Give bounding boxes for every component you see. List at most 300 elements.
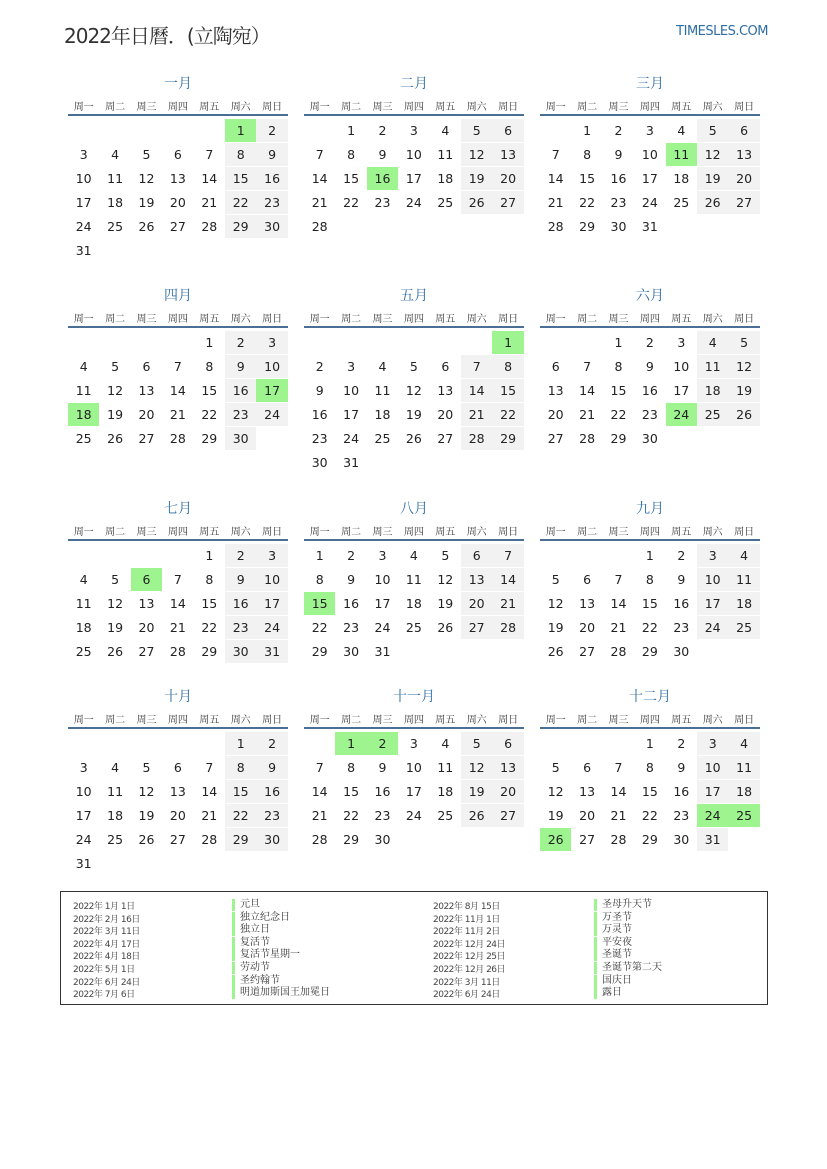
day-cell: 20 <box>492 167 523 190</box>
day-cell: 20 <box>728 167 759 190</box>
day-cell: 12 <box>107 596 124 611</box>
day-cell: 5 <box>728 331 759 354</box>
day-cell: 18 <box>728 780 759 803</box>
day-cell: 6 <box>173 760 182 775</box>
day-cell: 26 <box>138 219 155 234</box>
holiday-name: 圣诞节第二天 <box>594 962 662 974</box>
holiday-date: 2022年 7月 6日 <box>73 990 135 1001</box>
day-cell: 27 <box>437 431 454 446</box>
holiday-date: 2022年 3月 11日 <box>73 927 140 938</box>
day-cell: 4 <box>409 548 418 563</box>
day-cell: 27 <box>547 431 564 446</box>
day-cell: 17 <box>697 592 728 615</box>
day-cell: 22 <box>641 808 658 823</box>
weekday-header: 周二 <box>341 527 362 538</box>
day-cell: 25 <box>107 219 124 234</box>
weekday-header: 周一 <box>309 314 330 325</box>
day-cell: 19 <box>138 808 155 823</box>
weekday-header: 周六 <box>702 527 723 538</box>
weekday-header: 周三 <box>372 314 393 325</box>
day-cell: 1 <box>205 548 214 563</box>
weekday-header: 周五 <box>671 715 692 726</box>
day-cell: 1 <box>225 732 256 755</box>
day-cell: 7 <box>173 359 182 374</box>
weekday-header: 周日 <box>262 102 283 113</box>
day-cell: 23 <box>673 620 690 635</box>
day-cell: 27 <box>169 832 186 847</box>
day-cell: 27 <box>461 616 492 639</box>
day-cell: 10 <box>75 784 92 799</box>
holiday-day-cell: 15 <box>304 592 335 615</box>
day-cell: 5 <box>551 572 560 587</box>
header-rule <box>68 326 288 328</box>
day-cell: 20 <box>547 407 564 422</box>
holiday-date: 2022年 4月 17日 <box>73 939 140 950</box>
day-cell: 29 <box>225 828 256 851</box>
header-rule <box>304 326 524 328</box>
day-cell: 9 <box>614 147 623 162</box>
day-cell: 10 <box>405 760 422 775</box>
month-name: 九月 <box>636 501 664 517</box>
day-cell: 29 <box>579 219 596 234</box>
day-cell: 29 <box>343 832 360 847</box>
day-cell: 7 <box>315 147 324 162</box>
day-cell: 11 <box>728 756 759 779</box>
day-cell: 29 <box>201 644 218 659</box>
day-cell: 25 <box>405 620 422 635</box>
weekday-header: 周五 <box>671 527 692 538</box>
day-cell: 31 <box>641 219 658 234</box>
holiday-name: 复活节星期一 <box>232 949 300 961</box>
day-cell: 20 <box>138 407 155 422</box>
day-cell: 21 <box>610 808 627 823</box>
day-cell: 24 <box>641 195 658 210</box>
day-cell: 9 <box>677 572 686 587</box>
weekday-header: 周六 <box>466 527 487 538</box>
day-cell: 3 <box>697 732 728 755</box>
day-cell: 21 <box>461 403 492 426</box>
weekday-header: 周三 <box>136 314 157 325</box>
day-cell: 30 <box>673 644 690 659</box>
day-cell: 30 <box>225 427 256 450</box>
header-rule <box>304 114 524 116</box>
holiday-day-cell: 1 <box>225 119 256 142</box>
day-cell: 13 <box>492 756 523 779</box>
day-cell: 24 <box>405 195 422 210</box>
day-cell: 11 <box>437 760 454 775</box>
day-cell: 11 <box>437 147 454 162</box>
day-cell: 11 <box>697 355 728 378</box>
holiday-date: 2022年 5月 1日 <box>73 965 135 975</box>
day-cell: 1 <box>583 123 592 138</box>
day-cell: 23 <box>311 431 328 446</box>
holiday-date: 2022年 12月 24日 <box>433 939 506 950</box>
month-name: 三月 <box>636 76 664 92</box>
holiday-day-cell: 25 <box>728 804 759 827</box>
day-cell: 2 <box>347 548 356 563</box>
holiday-legend <box>60 891 768 1005</box>
weekday-header: 周一 <box>73 102 94 113</box>
month-name: 一月 <box>164 76 192 92</box>
day-cell: 2 <box>378 123 387 138</box>
day-cell: 17 <box>256 592 287 615</box>
weekday-header: 周二 <box>105 715 126 726</box>
day-cell: 11 <box>405 572 422 587</box>
weekday-header: 周日 <box>262 314 283 325</box>
day-cell: 21 <box>169 407 186 422</box>
day-cell: 30 <box>374 832 391 847</box>
weekday-header: 周四 <box>639 527 660 538</box>
day-cell: 20 <box>579 620 596 635</box>
day-cell: 29 <box>641 832 658 847</box>
day-cell: 3 <box>256 331 287 354</box>
day-cell: 31 <box>697 828 728 851</box>
day-cell: 25 <box>374 431 391 446</box>
holiday-date: 2022年 1月 1日 <box>73 902 135 912</box>
day-cell: 21 <box>311 195 328 210</box>
day-cell: 23 <box>343 620 360 635</box>
weekday-header: 周五 <box>435 314 456 325</box>
header-rule <box>540 114 760 116</box>
weekday-header: 周五 <box>199 715 220 726</box>
day-cell: 15 <box>492 379 523 402</box>
day-cell: 7 <box>583 359 592 374</box>
weekday-header: 周日 <box>498 314 519 325</box>
weekday-header: 周四 <box>167 314 188 325</box>
day-cell: 22 <box>343 195 360 210</box>
day-cell: 28 <box>169 644 186 659</box>
day-cell: 22 <box>579 195 596 210</box>
day-cell: 23 <box>673 808 690 823</box>
day-cell: 24 <box>343 431 360 446</box>
day-cell: 20 <box>461 592 492 615</box>
day-cell: 18 <box>405 596 422 611</box>
month-name: 十一月 <box>393 689 435 705</box>
day-cell: 13 <box>138 596 155 611</box>
weekday-header: 周四 <box>167 715 188 726</box>
day-cell: 21 <box>201 808 218 823</box>
day-cell: 6 <box>583 760 592 775</box>
day-cell: 22 <box>201 407 218 422</box>
day-cell: 13 <box>547 383 564 398</box>
day-cell: 15 <box>641 784 658 799</box>
holiday-day-cell: 6 <box>131 568 162 591</box>
day-cell: 29 <box>641 644 658 659</box>
holiday-date: 2022年 8月 15日 <box>433 902 500 912</box>
day-cell: 1 <box>205 335 214 350</box>
day-cell: 17 <box>697 780 728 803</box>
day-cell: 4 <box>111 147 120 162</box>
day-cell: 30 <box>256 215 287 238</box>
day-cell: 19 <box>461 167 492 190</box>
holiday-date: 2022年 2月 16日 <box>73 914 140 925</box>
day-cell: 3 <box>409 736 418 751</box>
month-name: 八月 <box>400 501 428 517</box>
day-cell: 10 <box>256 568 287 591</box>
day-cell: 12 <box>461 756 492 779</box>
holiday-date: 2022年 6月 24日 <box>73 977 140 988</box>
day-cell: 21 <box>610 620 627 635</box>
day-cell: 8 <box>225 143 256 166</box>
day-cell: 29 <box>225 215 256 238</box>
day-cell: 8 <box>645 760 654 775</box>
day-cell: 18 <box>697 379 728 402</box>
day-cell: 20 <box>579 808 596 823</box>
weekday-header: 周五 <box>199 314 220 325</box>
holiday-date: 2022年 11月 2日 <box>433 927 500 938</box>
day-cell: 12 <box>547 596 564 611</box>
day-cell: 28 <box>201 832 218 847</box>
day-cell: 28 <box>461 427 492 450</box>
day-cell: 6 <box>728 119 759 142</box>
day-cell: 20 <box>138 620 155 635</box>
day-cell: 19 <box>697 167 728 190</box>
day-cell: 25 <box>75 644 92 659</box>
day-cell: 20 <box>437 407 454 422</box>
day-cell: 25 <box>107 832 124 847</box>
day-cell: 17 <box>75 195 92 210</box>
weekday-header: 周日 <box>262 527 283 538</box>
day-cell: 4 <box>111 760 120 775</box>
day-cell: 2 <box>256 119 287 142</box>
day-cell: 24 <box>697 616 728 639</box>
day-cell: 14 <box>579 383 596 398</box>
day-cell: 19 <box>461 780 492 803</box>
day-cell: 14 <box>201 784 218 799</box>
day-cell: 21 <box>169 620 186 635</box>
day-cell: 25 <box>437 195 454 210</box>
day-cell: 13 <box>492 143 523 166</box>
holiday-name: 圣约翰节 <box>232 975 280 987</box>
day-cell: 9 <box>225 568 256 591</box>
weekday-header: 周一 <box>309 715 330 726</box>
holiday-date: 2022年 11月 1日 <box>433 914 500 925</box>
header-rule <box>540 539 760 541</box>
month-name: 十二月 <box>629 689 671 705</box>
day-cell: 13 <box>579 784 596 799</box>
day-cell: 13 <box>437 383 454 398</box>
month-name: 十月 <box>164 689 192 705</box>
weekday-header: 周一 <box>545 527 566 538</box>
day-cell: 16 <box>673 596 690 611</box>
day-cell: 25 <box>437 808 454 823</box>
day-cell: 16 <box>311 407 328 422</box>
holiday-name: 国庆日 <box>594 975 632 987</box>
weekday-header: 周三 <box>372 715 393 726</box>
day-cell: 8 <box>205 359 214 374</box>
day-cell: 24 <box>256 403 287 426</box>
weekday-header: 周六 <box>466 314 487 325</box>
day-cell: 4 <box>677 123 686 138</box>
day-cell: 14 <box>547 171 564 186</box>
day-cell: 26 <box>107 431 124 446</box>
month-name: 二月 <box>400 76 428 92</box>
day-cell: 16 <box>374 784 391 799</box>
holiday-day-cell: 24 <box>697 804 728 827</box>
weekday-header: 周五 <box>199 102 220 113</box>
day-cell: 23 <box>641 407 658 422</box>
day-cell: 31 <box>374 644 391 659</box>
weekday-header: 周六 <box>230 715 251 726</box>
day-cell: 26 <box>405 431 422 446</box>
day-cell: 7 <box>551 147 560 162</box>
day-cell: 23 <box>610 195 627 210</box>
holiday-day-cell: 18 <box>68 403 99 426</box>
day-cell: 16 <box>673 784 690 799</box>
day-cell: 18 <box>75 620 92 635</box>
weekday-header: 周六 <box>230 314 251 325</box>
day-cell: 31 <box>75 243 92 258</box>
weekday-header: 周三 <box>608 102 629 113</box>
day-cell: 13 <box>169 784 186 799</box>
holiday-date: 2022年 4月 18日 <box>73 952 140 963</box>
weekday-header: 周四 <box>403 314 424 325</box>
day-cell: 5 <box>461 119 492 142</box>
header-rule <box>540 727 760 729</box>
day-cell: 24 <box>75 219 92 234</box>
day-cell: 10 <box>256 355 287 378</box>
day-cell: 27 <box>579 832 596 847</box>
day-cell: 11 <box>107 784 124 799</box>
day-cell: 4 <box>728 732 759 755</box>
weekday-header: 周三 <box>608 314 629 325</box>
day-cell: 8 <box>614 359 623 374</box>
day-cell: 21 <box>201 195 218 210</box>
weekday-header: 周一 <box>309 102 330 113</box>
header-rule <box>68 727 288 729</box>
day-cell: 17 <box>641 171 658 186</box>
holiday-date: 2022年 12月 26日 <box>433 965 506 975</box>
day-cell: 29 <box>201 431 218 446</box>
day-cell: 6 <box>142 359 151 374</box>
day-cell: 6 <box>461 544 492 567</box>
weekday-header: 周四 <box>403 527 424 538</box>
day-cell: 26 <box>697 191 728 214</box>
weekday-header: 周一 <box>73 314 94 325</box>
day-cell: 21 <box>547 195 564 210</box>
day-cell: 3 <box>79 760 88 775</box>
day-cell: 14 <box>201 171 218 186</box>
day-cell: 22 <box>492 403 523 426</box>
day-cell: 3 <box>256 544 287 567</box>
weekday-header: 周一 <box>73 715 94 726</box>
site-link[interactable]: TIMESLES.COM <box>676 24 768 39</box>
day-cell: 15 <box>343 171 360 186</box>
day-cell: 19 <box>107 620 124 635</box>
day-cell: 25 <box>673 195 690 210</box>
holiday-day-cell: 16 <box>367 167 398 190</box>
day-cell: 18 <box>107 808 124 823</box>
day-cell: 14 <box>610 596 627 611</box>
day-cell: 9 <box>256 756 287 779</box>
day-cell: 23 <box>374 808 391 823</box>
day-cell: 15 <box>579 171 596 186</box>
day-cell: 8 <box>225 756 256 779</box>
day-cell: 16 <box>225 592 256 615</box>
day-cell: 19 <box>547 620 564 635</box>
day-cell: 9 <box>677 760 686 775</box>
day-cell: 8 <box>315 572 324 587</box>
holiday-name: 独立日 <box>232 924 270 936</box>
day-cell: 16 <box>610 171 627 186</box>
day-cell: 14 <box>169 596 186 611</box>
day-cell: 2 <box>256 732 287 755</box>
day-cell: 23 <box>374 195 391 210</box>
day-cell: 1 <box>347 123 356 138</box>
day-cell: 31 <box>256 640 287 663</box>
day-cell: 16 <box>256 780 287 803</box>
day-cell: 5 <box>111 359 120 374</box>
day-cell: 26 <box>547 644 564 659</box>
day-cell: 1 <box>614 335 623 350</box>
day-cell: 22 <box>225 804 256 827</box>
holiday-date: 2022年 6月 24日 <box>433 990 500 1001</box>
day-cell: 27 <box>138 431 155 446</box>
weekday-header: 周二 <box>105 314 126 325</box>
day-cell: 30 <box>311 455 328 470</box>
holiday-day-cell: 17 <box>256 379 287 402</box>
day-cell: 20 <box>169 808 186 823</box>
header-rule <box>68 114 288 116</box>
weekday-header: 周日 <box>498 102 519 113</box>
day-cell: 16 <box>225 379 256 402</box>
day-cell: 28 <box>169 431 186 446</box>
day-cell: 2 <box>614 123 623 138</box>
holiday-date: 2022年 12月 25日 <box>433 952 506 963</box>
day-cell: 8 <box>347 760 356 775</box>
weekday-header: 周二 <box>105 102 126 113</box>
day-cell: 2 <box>315 359 324 374</box>
day-cell: 2 <box>677 548 686 563</box>
day-cell: 30 <box>641 431 658 446</box>
holiday-name: 圣诞节 <box>594 949 632 961</box>
holiday-name: 圣母升天节 <box>594 899 652 911</box>
day-cell: 7 <box>614 760 623 775</box>
day-cell: 6 <box>583 572 592 587</box>
weekday-header: 周一 <box>309 527 330 538</box>
day-cell: 23 <box>256 804 287 827</box>
day-cell: 5 <box>409 359 418 374</box>
day-cell: 19 <box>138 195 155 210</box>
day-cell: 12 <box>138 784 155 799</box>
day-cell: 17 <box>343 407 360 422</box>
header-rule <box>540 326 760 328</box>
day-cell: 10 <box>641 147 658 162</box>
day-cell: 5 <box>441 548 450 563</box>
day-cell: 27 <box>728 191 759 214</box>
day-cell: 28 <box>579 431 596 446</box>
day-cell: 22 <box>201 620 218 635</box>
weekday-header: 周日 <box>734 527 755 538</box>
day-cell: 6 <box>492 732 523 755</box>
day-cell: 3 <box>677 335 686 350</box>
weekday-header: 周六 <box>230 527 251 538</box>
weekday-header: 周三 <box>372 102 393 113</box>
weekday-header: 周三 <box>372 527 393 538</box>
day-cell: 23 <box>225 403 256 426</box>
weekday-header: 周三 <box>608 715 629 726</box>
day-cell: 5 <box>697 119 728 142</box>
day-cell: 31 <box>75 856 92 871</box>
holiday-name: 劳动节 <box>232 962 270 974</box>
day-cell: 3 <box>347 359 356 374</box>
weekday-header: 周六 <box>702 715 723 726</box>
weekday-header: 周三 <box>136 102 157 113</box>
weekday-header: 周四 <box>167 102 188 113</box>
holiday-name: 万圣节 <box>594 912 632 924</box>
day-cell: 15 <box>641 596 658 611</box>
day-cell: 29 <box>311 644 328 659</box>
